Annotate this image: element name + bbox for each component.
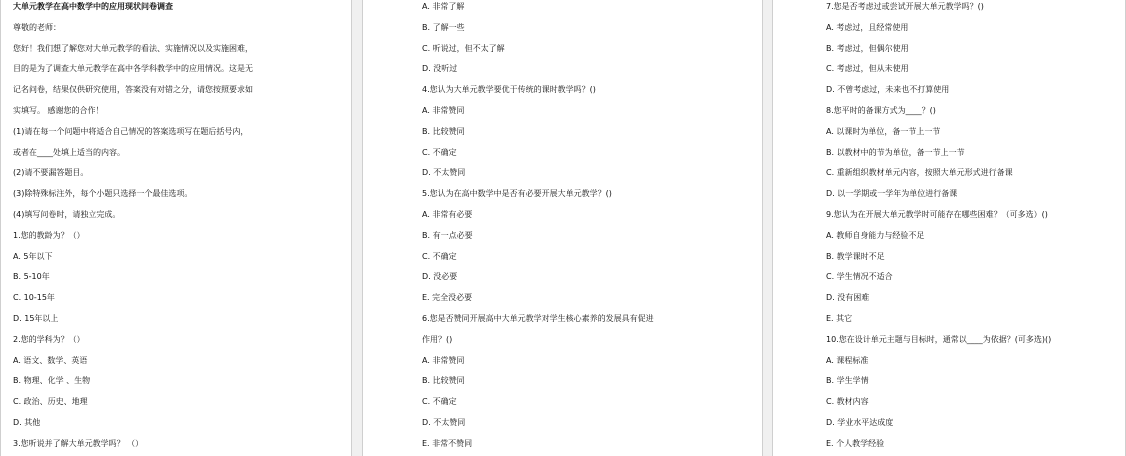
text-line: D. 15年以上	[13, 313, 59, 323]
text-line: E. 其它	[826, 313, 853, 323]
text-line: B. 有一点必要	[422, 230, 473, 240]
text-line: (3)除特殊标注外，每个小题只选择一个最佳选项。	[13, 189, 193, 199]
text-line: C. 不确定	[422, 147, 457, 157]
text-line: B. 5-10年	[13, 272, 50, 282]
text-line: D. 没有困难	[826, 293, 870, 303]
text-line: B. 比较赞同	[422, 126, 465, 136]
text-line: 9.您认为在开展大单元教学时可能存在哪些困难？（可多选）()	[826, 209, 1048, 219]
text-line: A. 考虑过，且经常使用	[826, 22, 909, 32]
text-line: 记名问卷，结果仅供研究使用，答案没有对错之分，请您按照要求如	[13, 85, 253, 95]
text-line: A. 5年以下	[13, 251, 53, 261]
text-line: 10.您在设计单元主题与目标时，通常以____为依据？(可多选)()	[826, 334, 1052, 344]
text-line: 2.您的学科为？（）	[13, 334, 85, 344]
text-line: B. 考虑过，但偶尔使用	[826, 43, 909, 53]
text-line: A. 非常赞同	[422, 355, 465, 365]
text-line: A. 语文、数学、英语	[13, 355, 88, 365]
text-line: C. 不确定	[422, 397, 457, 407]
text-line: A. 非常了解	[422, 2, 465, 11]
text-line: B. 物理、化学 、生物	[13, 376, 91, 386]
text-line: C. 教材内容	[826, 397, 869, 407]
text-line: D. 没必要	[422, 272, 458, 282]
text-line: C. 重新组织教材单元内容，按照大单元形式进行备课	[826, 168, 1013, 178]
text-line: A. 以课时为单位，备一节上一节	[826, 126, 941, 136]
text-line: 您好！我们想了解您对大单元教学的看法、实施情况以及实施困难，	[13, 43, 253, 53]
text-line: C. 考虑过，但从未使用	[826, 64, 909, 74]
document-page-2	[362, 0, 763, 456]
text-line: (1)请在每一个问题中将适合自己情况的答案选项写在题后括号内，	[13, 126, 249, 136]
text-line: E. 个人教学经验	[826, 438, 885, 448]
document-page-3	[772, 0, 1126, 456]
text-line: 实填写。 感谢您的合作！	[13, 105, 104, 115]
text-line: 7.您是否考虑过或尝试开展大单元教学吗？()	[826, 2, 984, 11]
document-page-1	[0, 0, 352, 456]
text-line: 大单元教学在高中数学中的应用现状问卷调查	[13, 2, 173, 11]
text-line: D. 以一学期或一学年为单位进行备课	[826, 189, 958, 199]
text-line: A. 教师自身能力与经验不足	[826, 230, 925, 240]
text-line: D. 其他	[13, 417, 41, 427]
text-line: 尊敬的老师：	[13, 22, 61, 32]
text-line: C. 政治、历史、地理	[13, 397, 88, 407]
text-line: A. 非常有必要	[422, 209, 473, 219]
text-line: C. 10-15年	[13, 293, 55, 303]
text-line: 6.您是否赞同开展高中大单元教学对学生核心素养的发展具有促进	[422, 313, 654, 323]
text-line: A. 非常赞同	[422, 105, 465, 115]
text-line: E. 非常不赞同	[422, 438, 473, 448]
text-line: 或者在____处填上适当的内容。	[13, 147, 125, 157]
text-line: (2)请不要漏答题目。	[13, 168, 89, 178]
text-line: 作用？()	[422, 334, 453, 344]
text-line: D. 学业水平达成度	[826, 417, 894, 427]
text-line: C. 学生情况不适合	[826, 272, 893, 282]
text-line: D. 没听过	[422, 64, 458, 74]
text-line: (4)填写问卷时，请独立完成。	[13, 209, 121, 219]
text-line: E. 完全没必要	[422, 293, 473, 303]
text-line: 4.您认为大单元教学要优于传统的课时教学吗？()	[422, 85, 596, 95]
text-line: 目的是为了调查大单元教学在高中各学科教学中的应用情况。这是无	[13, 64, 253, 74]
text-line: 5.您认为在高中数学中是否有必要开展大单元教学？()	[422, 189, 612, 199]
text-line: D. 不太赞同	[422, 168, 466, 178]
text-line: B. 了解一些	[422, 22, 465, 32]
text-line: D. 不太赞同	[422, 417, 466, 427]
text-line: C. 听说过，但不太了解	[422, 43, 505, 53]
text-line: B. 教学课时不足	[826, 251, 885, 261]
text-line: C. 不确定	[422, 251, 457, 261]
text-line: A. 课程标准	[826, 355, 869, 365]
text-line: B. 学生学情	[826, 376, 869, 386]
text-line: B. 比较赞同	[422, 376, 465, 386]
text-line: B. 以教材中的节为单位，备一节上一节	[826, 147, 965, 157]
text-line: D. 不曾考虑过，未来也不打算使用	[826, 85, 950, 95]
text-line: 8.您平时的备课方式为____？()	[826, 105, 936, 115]
text-line: 3.您听说并了解大单元教学吗？ （）	[13, 438, 144, 448]
text-line: 1.您的教龄为？（）	[13, 230, 85, 240]
